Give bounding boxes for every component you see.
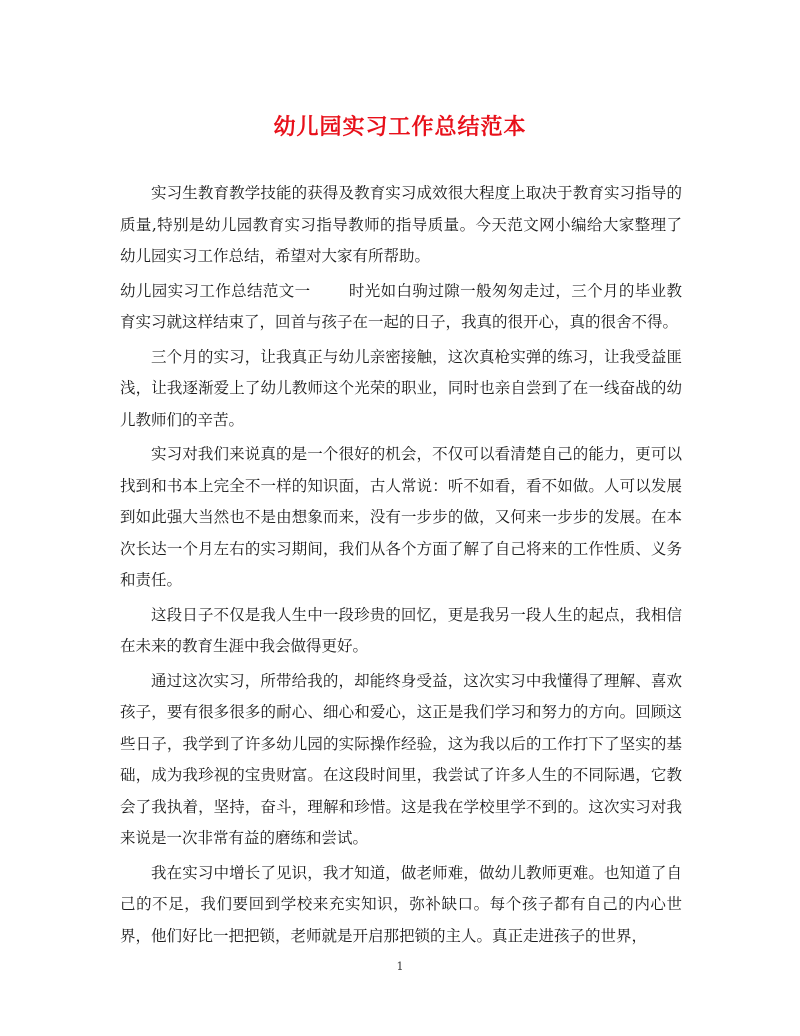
document-body (120, 178, 682, 955)
body-paragraph-1: 三个月的实习，让我真正与幼儿亲密接触，这次真枪实弹的练习，让我受益匪浅，让我逐渐爱上了幼儿教师这个光荣的职业，同时也亲自尝到了在一线奋战的幼儿教师们的辛苦。 (120, 347, 682, 429)
intro-paragraph: 实习生教育教学技能的获得及教育实习成效很大程度上取决于教育实习指导的质量,特别是幼儿园教育实习指导教师的指导质量。今天范文网小编给大家整理了幼儿园实习工作总结，希望对大家有所帮助。 (120, 184, 682, 265)
body-paragraph-2: 实习对我们来说真的是一个很好的机会，不仅可以看清楚自己的能力，更可以找到和书本上完全不一样的知识面，古人常说：听不如看，看不如做。人可以发展到如此强大当然也不是由想象而来，没有一步步的做，又何来一步步的发展。在本次长达一个月左右的实习期间，我们从各个方面了解了自己将来的工作性质、义务和责任。 (120, 445, 682, 589)
section-heading: 幼儿园实习工作总结范文一 (120, 281, 311, 300)
body-paragraph-3: 这段日子不仅是我人生中一段珍贵的回忆，更是我另一段人生的起点，我相信在未来的教育生涯中我会做得更好。 (120, 605, 682, 655)
document-title: 幼儿园实习工作总结范本 (273, 114, 527, 140)
page-number: 1 (396, 960, 404, 973)
body-paragraph-4: 通过这次实习，所带给我的，却能终身受益，这次实习中我懂得了理解、喜欢孩子，要有很多很多的耐心、细心和爱心，这正是我们学习和努力的方向。回顾这些日子，我学到了许多幼儿园的实际操作经验，这为我以后的工作打下了坚实的基础，成为我珍视的宝贵财富。在这段时间里，我尝试了许多人生的不同际遇，它教会了我执着，坚持，奋斗，理解和珍惜。这是我在学校里学不到的。这次实习对我来说是一次非常有益的磨练和尝试。 (120, 671, 682, 847)
section-paragraph (120, 276, 682, 339)
body-paragraph-5: 我在实习中增长了见识，我才知道，做老师难，做幼儿教师更难。也知道了自己的不足，我们要回到学校来充实知识，弥补缺口。每个孩子都有自己的内心世界，他们好比一把把锁，老师就是开启那把锁的主人。真正走进孩子的世界， (120, 863, 682, 945)
section-first-text: 时光如白驹过隙一般匆匆走过，三个月的毕业教育实习就这样结束了，回首与孩子在一起的日子，我真的很开心，真的很舍不得。 (120, 281, 682, 331)
